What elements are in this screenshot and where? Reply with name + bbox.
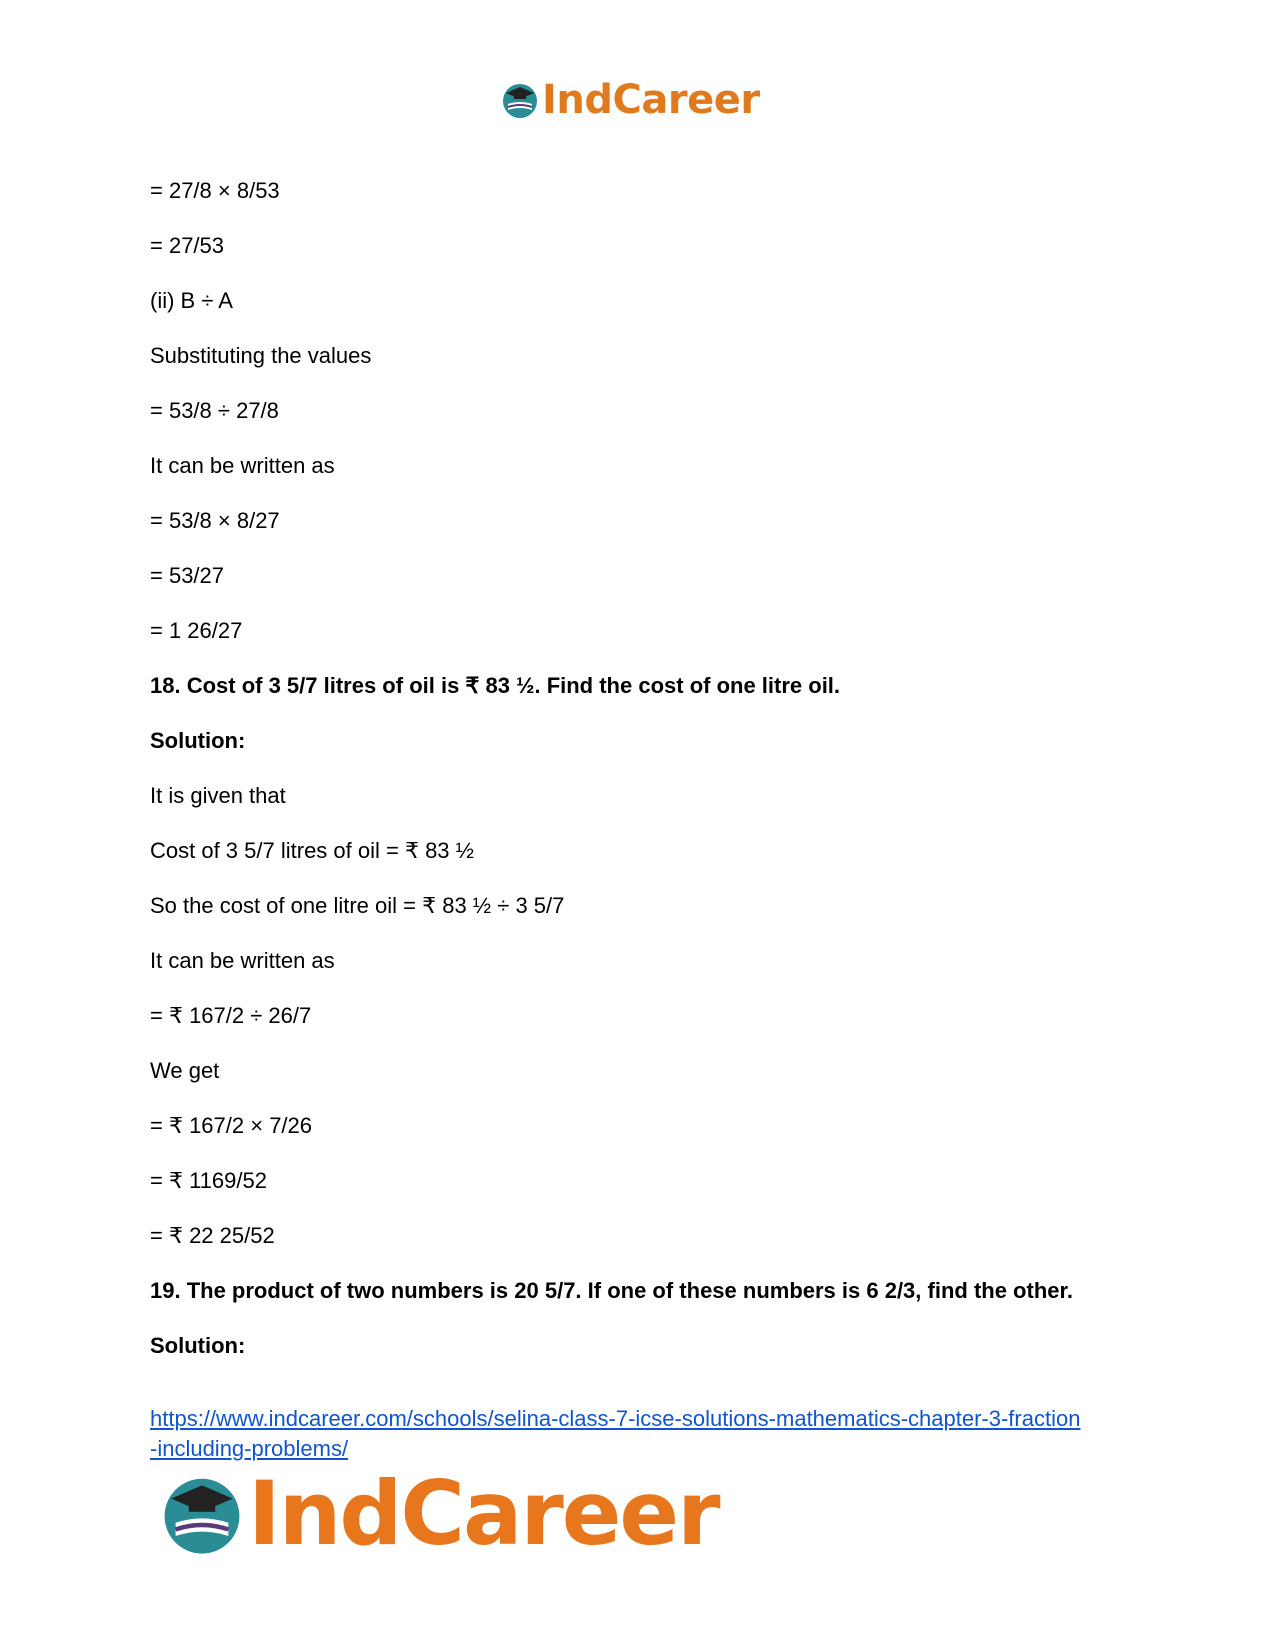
text-line: Cost of 3 5/7 litres of oil = ₹ 83 ½ [150,838,474,863]
footer-logo [158,1462,719,1565]
text-line: = 27/53 [150,233,225,258]
text-line: = 27/8 × 8/53 [150,178,280,203]
text-line: (ii) B ÷ A [150,288,233,313]
text-line: = ₹ 1169/52 [150,1168,267,1193]
text-line: = 53/8 ÷ 27/8 [150,398,279,423]
text-line: = ₹ 167/2 ÷ 26/7 [150,1003,312,1028]
question-heading: 19. The product of two numbers is 20 5/7. If one of these numbers is 6 2/3, find the other. [150,1278,1073,1303]
text-line: = 1 26/27 [150,618,243,643]
graduation-cap-book-icon [158,1470,246,1558]
source-link-line-1[interactable]: https://www.indcareer.com/schools/selina-class-7-icse-solutions-mathematics-chapter-3-fraction [150,1406,1081,1431]
text-line: = 53/27 [150,563,225,588]
source-link[interactable] [150,1404,1150,1464]
question-heading: Solution: [150,728,246,753]
header-logo [500,77,760,123]
text-line: = 53/8 × 8/27 [150,508,280,533]
logo-wordmark: IndCareer [248,1462,719,1565]
text-line: = ₹ 167/2 × 7/26 [150,1113,313,1138]
logo-wordmark: IndCareer [542,77,760,123]
text-line: It is given that [150,783,286,808]
text-line: It can be written as [150,948,335,973]
text-line: So the cost of one litre oil = ₹ 83 ½ ÷ 3 5/7 [150,893,565,918]
document-body [150,178,1130,1388]
graduation-cap-book-icon [500,80,540,120]
text-line: Substituting the values [150,343,372,368]
question-heading: 18. Cost of 3 5/7 litres of oil is ₹ 83 ½. Find the cost of one litre oil. [150,673,841,698]
source-link-line-2[interactable]: -including-problems/ [150,1436,349,1461]
question-heading: Solution: [150,1333,246,1358]
text-line: = ₹ 22 25/52 [150,1223,275,1248]
text-line: It can be written as [150,453,335,478]
text-line: We get [150,1058,220,1083]
